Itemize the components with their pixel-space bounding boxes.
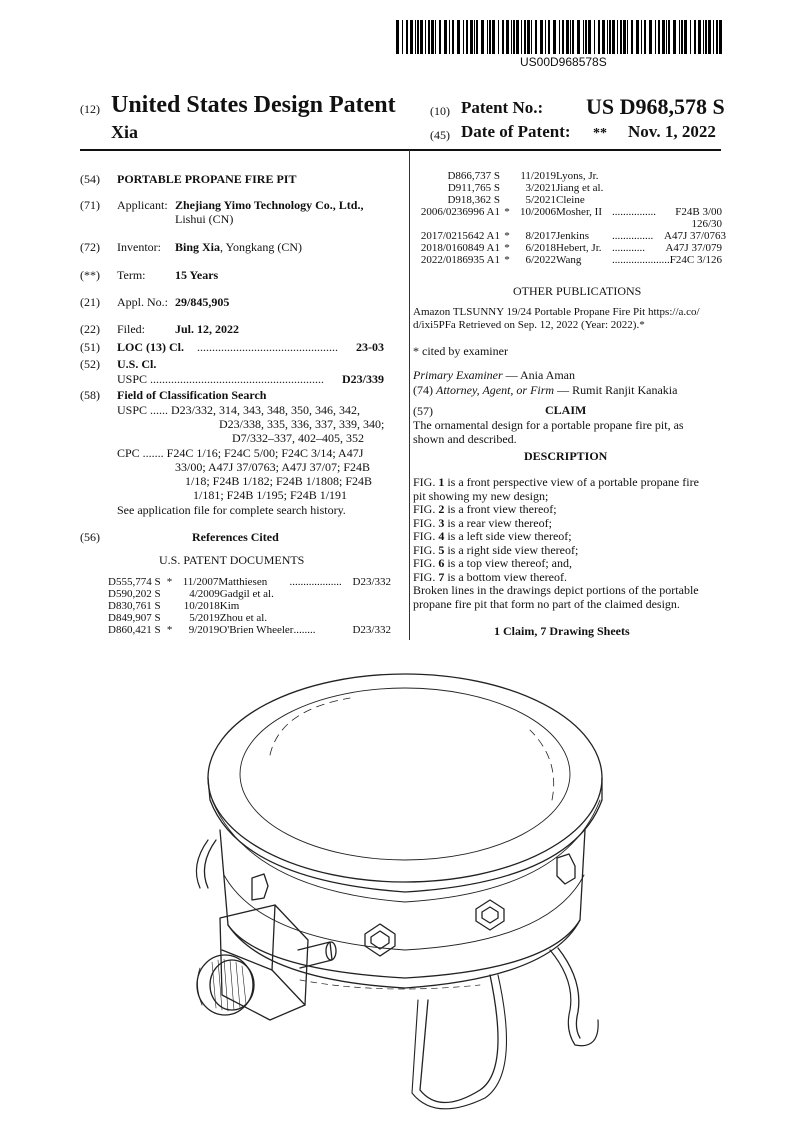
- reference-class: [338, 588, 391, 600]
- reference-dots: ...................: [289, 576, 342, 588]
- barcode-bar: [566, 20, 569, 54]
- us-patent-documents-label: U.S. PATENT DOCUMENTS: [159, 553, 305, 567]
- barcode-bar: [598, 20, 600, 54]
- reference-date: 6/2022: [525, 254, 556, 266]
- barcode-bar: [577, 20, 580, 54]
- barcode-bar: [498, 20, 499, 54]
- reference-number: D866,737 S: [447, 170, 500, 182]
- barcode-bar: [417, 20, 419, 54]
- barcode-bar: [415, 20, 416, 54]
- reference-class: [664, 170, 722, 182]
- figure-description: [413, 571, 723, 585]
- figure-description: [413, 530, 723, 544]
- reference-date: 8/2017: [525, 230, 556, 242]
- reference-number: 2006/0236996 A1: [420, 206, 500, 218]
- fig-number: 7: [438, 569, 445, 584]
- barcode-bar: [602, 20, 605, 54]
- reference-dots: [612, 218, 664, 230]
- reference-date: [514, 218, 556, 230]
- barcode-bar: [548, 20, 550, 54]
- reference-star: *: [166, 624, 173, 636]
- barcode-bar: [540, 20, 543, 54]
- barcode-bar: [668, 20, 670, 54]
- column-divider: [409, 150, 410, 640]
- barcode-bar: [708, 20, 711, 54]
- reference-number: 2017/0215642 A1: [420, 230, 500, 242]
- applicant-name: Zhejiang Yimo Technology Co., Ltd.,: [175, 198, 364, 212]
- reference-name: [556, 218, 612, 230]
- reference-name: Mosher, II: [556, 206, 602, 218]
- reference-dots: ................: [612, 206, 656, 218]
- applicant-label: Applicant:: [117, 198, 168, 212]
- fcs-line: USPC ...... D23/332, 314, 343, 348, 350, 346, 342,: [117, 403, 361, 417]
- other-publications-label: OTHER PUBLICATIONS: [513, 284, 642, 298]
- reference-star: *: [504, 230, 510, 242]
- figure-description: [413, 503, 723, 517]
- barcode-bar: [506, 20, 509, 54]
- barcode-bar: [535, 20, 537, 54]
- barcode-bar: [402, 20, 403, 54]
- loc-dots: ...............................................: [197, 340, 338, 354]
- patent-no-label: Patent No.:: [461, 98, 544, 117]
- barcode-bar: [636, 20, 639, 54]
- barcode-bar: [703, 20, 704, 54]
- fig-prefix: Broken lines in the drawings depict portions of the portable: [413, 583, 699, 597]
- uspc-dots: ..........................................................: [150, 372, 324, 386]
- figure-description: [413, 598, 723, 612]
- barcode-bar: [705, 20, 707, 54]
- code-71: (71): [80, 198, 100, 212]
- attorney-name: — Rumit Ranjit Kanakia: [554, 383, 678, 397]
- other-pub-line: d/ixi5PFa Retrieved on Sep. 12, 2022 (Year: 2022).*: [413, 319, 645, 331]
- appl-no-value: 29/845,905: [175, 295, 230, 309]
- reference-dots: [293, 600, 339, 612]
- barcode-bar: [439, 20, 441, 54]
- barcode-bar: [694, 20, 696, 54]
- fig-prefix: FIG.: [413, 502, 439, 516]
- barcode-bar: [466, 20, 468, 54]
- barcode-bar: [585, 20, 587, 54]
- barcode-bar: [476, 20, 478, 54]
- reference-number: D911,765 S: [447, 182, 500, 194]
- fig-text: is a right side view thereof;: [444, 542, 579, 557]
- reference-star: [500, 194, 514, 206]
- fcs-line: D7/332–337, 402–405, 352: [232, 431, 364, 445]
- fig-number: 5: [438, 542, 445, 557]
- barcode-bar: [492, 20, 495, 54]
- fcs-line: See application file for complete search history.: [117, 503, 346, 517]
- reference-star: [500, 182, 514, 194]
- fig-number: 1: [438, 475, 445, 489]
- fcs-line: CPC ....... F24C 1/16; F24C 5/00; F24C 3/14; A47J: [117, 446, 364, 460]
- reference-star: *: [504, 206, 510, 218]
- reference-star: [500, 170, 514, 182]
- barcode-bar: [658, 20, 660, 54]
- reference-name: Cleine: [556, 194, 585, 206]
- reference-date: 11/2007: [182, 576, 219, 588]
- right-references: [420, 170, 727, 266]
- code-12: (12): [80, 102, 100, 116]
- reference-row: [420, 206, 722, 218]
- barcode-bar: [545, 20, 546, 54]
- code-72: (72): [80, 240, 100, 254]
- barcode-bar: [609, 20, 611, 54]
- patent-number: US D968,578 S: [586, 94, 725, 119]
- figure-description: [413, 544, 723, 558]
- reference-number: 2022/0186935 A1: [420, 254, 500, 266]
- other-pub-line: Amazon TLSUNNY 19/24 Portable Propane Fire Pit https://a.co/: [413, 306, 700, 318]
- reference-date: 10/2006: [519, 206, 556, 218]
- figure-description: [413, 584, 723, 598]
- reference-name: Jenkins: [556, 230, 589, 242]
- fig-prefix: FIG.: [413, 515, 439, 530]
- barcode-bar: [662, 20, 665, 54]
- fig-prefix: pit showing my new design;: [413, 488, 549, 503]
- reference-star: [161, 612, 179, 624]
- reference-name: Gadgil et al.: [219, 588, 274, 600]
- primary-examiner: [413, 368, 575, 382]
- reference-row: [420, 194, 722, 206]
- barcode-bar: [435, 20, 436, 54]
- barcode: [396, 20, 723, 54]
- inventor-short: Xia: [111, 122, 138, 142]
- barcode-bar: [641, 20, 642, 54]
- uspc-label: USPC: [117, 372, 148, 386]
- reference-dots: [293, 588, 339, 600]
- fig-text: is a left side view thereof;: [444, 529, 572, 543]
- reference-number: D590,202 S: [108, 588, 161, 600]
- fig-prefix: FIG.: [413, 529, 439, 543]
- barcode-bar: [452, 20, 454, 54]
- loc-value: 23-03: [356, 340, 384, 354]
- fig-prefix: propane fire pit that form no part of the claimed design.: [413, 596, 680, 611]
- barcode-bar: [527, 20, 530, 54]
- reference-dots: [612, 182, 664, 194]
- reference-date: 5/2021: [525, 194, 556, 206]
- code-10: (10): [430, 104, 450, 118]
- code-22: (22): [80, 322, 100, 336]
- figure-description: [413, 476, 723, 490]
- barcode-bar: [562, 20, 564, 54]
- fire-pit-drawing: [180, 650, 630, 1120]
- barcode-bar: [716, 20, 718, 54]
- reference-dots: [612, 170, 664, 182]
- term-value: 15 Years: [175, 268, 219, 282]
- barcode-bar: [410, 20, 413, 54]
- reference-row: [108, 576, 391, 588]
- reference-row: [108, 588, 391, 600]
- barcode-bar: [524, 20, 526, 54]
- inventor-name: Bing Xia: [175, 240, 221, 254]
- barcode-bar: [719, 20, 722, 54]
- barcode-bar: [627, 20, 628, 54]
- inventor-location: , Yongkang (CN): [220, 240, 303, 254]
- other-publication: [413, 306, 700, 332]
- fcs-line: 1/18; F24B 1/182; F24B 1/1808; F24B: [185, 474, 373, 488]
- reference-row: [420, 254, 722, 266]
- barcode-bar: [516, 20, 519, 54]
- barcode-bar: [406, 20, 408, 54]
- barcode-bar: [481, 20, 484, 54]
- reference-number: D849,907 S: [108, 612, 161, 624]
- reference-name: Kim: [219, 600, 240, 612]
- fig-number: 4: [438, 529, 445, 543]
- reference-star: *: [504, 254, 510, 266]
- barcode-bar: [617, 20, 618, 54]
- reference-number: D860,421 S: [108, 624, 161, 636]
- barcode-bar: [644, 20, 646, 54]
- description-heading: DESCRIPTION: [524, 449, 608, 463]
- fig-text: is a top view thereof; and,: [444, 556, 572, 570]
- barcode-bar: [698, 20, 701, 54]
- fig-text: is a front perspective view of a portable propane fire: [444, 475, 699, 489]
- barcode-bar: [631, 20, 633, 54]
- barcode-bar: [713, 20, 714, 54]
- barcode-bar: [673, 20, 676, 54]
- barcode-number: US00D968578S: [520, 55, 607, 69]
- field-search-label: Field of Classification Search: [117, 388, 267, 402]
- reference-row: [108, 612, 391, 624]
- reference-date: 6/2018: [525, 242, 556, 254]
- reference-class: D23/332: [352, 576, 391, 588]
- reference-row: [108, 624, 391, 636]
- reference-row: [420, 182, 722, 194]
- barcode-bar: [457, 20, 460, 54]
- reference-class: 126/30: [691, 218, 722, 230]
- reference-name: Lyons, Jr.: [556, 170, 599, 182]
- inventor-label: Inventor:: [117, 240, 161, 254]
- reference-dots: ............: [612, 242, 645, 254]
- reference-row: [420, 242, 722, 254]
- barcode-bar: [425, 20, 426, 54]
- barcode-bar: [666, 20, 667, 54]
- fcs-line: 1/181; F24B 1/195; F24B 1/191: [193, 488, 348, 502]
- code-74: (74): [413, 383, 433, 397]
- reference-name: Matthiesen: [218, 576, 268, 588]
- appl-no-label: Appl. No.:: [117, 295, 168, 309]
- code-52: (52): [80, 357, 100, 371]
- reference-dots: [612, 194, 664, 206]
- reference-row: [108, 600, 391, 612]
- examiner-name: — Ania Aman: [502, 368, 575, 382]
- claim-text: The ornamental design for a portable propane fire pit, as: [413, 418, 684, 432]
- attorney: [413, 383, 677, 397]
- barcode-bar: [612, 20, 615, 54]
- claim-text: shown and described.: [413, 432, 517, 446]
- reference-name: Jiang et al.: [556, 182, 604, 194]
- barcode-bar: [583, 20, 584, 54]
- reference-number: 2018/0160849 A1: [420, 242, 500, 254]
- attorney-label: Attorney, Agent, or Firm: [436, 383, 555, 397]
- reference-name: Wang: [556, 254, 582, 266]
- reference-star: [161, 600, 179, 612]
- code-term: (**): [80, 268, 100, 282]
- left-references: [108, 576, 391, 636]
- fig-text: is a bottom view thereof.: [444, 569, 567, 584]
- header-rule: [80, 149, 721, 151]
- barcode-bar: [607, 20, 608, 54]
- code-58: (58): [80, 388, 100, 402]
- fcs-line: 33/00; A47J 37/0763; A47J 37/07; F24B: [175, 460, 371, 474]
- fig-prefix: FIG.: [413, 475, 439, 489]
- reference-star: *: [166, 576, 173, 588]
- code-51: (51): [80, 340, 100, 354]
- document-type: United States Design Patent: [111, 92, 396, 118]
- barcode-bar: [649, 20, 652, 54]
- date-of-patent: Nov. 1, 2022: [628, 122, 716, 141]
- reference-row: [420, 170, 722, 182]
- barcode-bar: [559, 20, 560, 54]
- claims-sheets: 1 Claim, 7 Drawing Sheets: [494, 624, 630, 638]
- reference-class: A47J 37/079: [665, 242, 722, 254]
- barcode-bar: [428, 20, 430, 54]
- fig-number: 2: [438, 502, 445, 516]
- reference-name: Hebert, Jr.: [556, 242, 602, 254]
- reference-date: 4/2009: [189, 588, 220, 600]
- reference-number: [420, 218, 500, 230]
- code-45: (45): [430, 128, 450, 142]
- barcode-bar: [620, 20, 622, 54]
- barcode-bar: [684, 20, 687, 54]
- fcs-line: D23/338, 335, 336, 337, 339, 340;: [219, 417, 385, 431]
- barcode-bar: [690, 20, 691, 54]
- references-cited-label: References Cited: [192, 530, 279, 544]
- reference-class: F24C 3/126: [669, 254, 722, 266]
- barcode-bar: [420, 20, 423, 54]
- reference-name: Zhou et al.: [219, 612, 268, 624]
- filed-label: Filed:: [117, 322, 146, 336]
- barcode-bar: [431, 20, 434, 54]
- code-57: (57): [413, 404, 433, 418]
- fig-text: is a front view thereof;: [444, 502, 557, 516]
- date-label: Date of Patent:: [461, 122, 571, 141]
- figure-descriptions: [413, 476, 723, 611]
- reference-class: D23/332: [352, 624, 391, 636]
- reference-row: [420, 230, 727, 242]
- fig-prefix: FIG.: [413, 556, 439, 570]
- reference-dots: ........: [293, 624, 316, 636]
- barcode-bar: [594, 20, 595, 54]
- reference-class: A47J 37/0763: [664, 230, 727, 242]
- patent-title: PORTABLE PROPANE FIRE PIT: [117, 172, 297, 186]
- figure-description: [413, 517, 723, 531]
- barcode-bar: [531, 20, 532, 54]
- figure-description: [413, 557, 723, 571]
- uspc-value: D23/339: [342, 372, 384, 386]
- filed-value: Jul. 12, 2022: [175, 322, 240, 336]
- reference-name: O'Brien Wheeler: [219, 624, 294, 636]
- code-21: (21): [80, 295, 100, 309]
- barcode-bar: [513, 20, 515, 54]
- reference-class: [338, 612, 391, 624]
- code-54: (54): [80, 172, 100, 186]
- barcode-bar: [444, 20, 447, 54]
- reference-class: [664, 194, 722, 206]
- fig-number: 3: [438, 515, 445, 530]
- term-label: Term:: [117, 268, 146, 282]
- barcode-bar: [553, 20, 556, 54]
- reference-class: [664, 182, 722, 194]
- reference-star: [500, 218, 514, 230]
- reference-date: 10/2018: [183, 600, 220, 612]
- barcode-bar: [588, 20, 591, 54]
- figure-description: [413, 490, 723, 504]
- reference-date: 11/2019: [520, 170, 556, 182]
- applicant-location: Lishui (CN): [175, 212, 234, 226]
- barcode-bar: [463, 20, 464, 54]
- reference-class: [338, 600, 391, 612]
- reference-date: 5/2019: [189, 612, 220, 624]
- fig-number: 6: [438, 556, 445, 570]
- fig-prefix: FIG.: [413, 569, 439, 584]
- fig-text: is a rear view thereof;: [444, 515, 552, 530]
- barcode-bar: [572, 20, 574, 54]
- cited-by-examiner: * cited by examiner: [413, 344, 508, 358]
- us-cl-label: U.S. Cl.: [117, 357, 157, 371]
- barcode-bar: [470, 20, 473, 54]
- loc-label: LOC (13) Cl.: [117, 340, 184, 354]
- barcode-bar: [570, 20, 571, 54]
- examiner-label: Primary Examiner: [413, 368, 503, 382]
- reference-star: [161, 588, 179, 600]
- barcode-bar: [655, 20, 656, 54]
- barcode-bar: [681, 20, 683, 54]
- barcode-bar: [396, 20, 399, 54]
- reference-date: 3/2021: [525, 182, 556, 194]
- barcode-bar: [474, 20, 475, 54]
- barcode-bar: [489, 20, 491, 54]
- barcode-bar: [449, 20, 450, 54]
- reference-dots: ...............: [612, 230, 654, 242]
- reference-star: *: [504, 242, 510, 254]
- reference-dots: ......................: [612, 254, 673, 266]
- barcode-bar: [487, 20, 488, 54]
- reference-date: 9/2019: [188, 624, 220, 636]
- reference-class: F24B 3/00: [675, 206, 722, 218]
- inventor-value: [175, 240, 302, 254]
- barcode-bar: [502, 20, 504, 54]
- barcode-bar: [521, 20, 522, 54]
- reference-number: D918,362 S: [447, 194, 500, 206]
- claim-heading: CLAIM: [545, 403, 587, 417]
- barcode-bar: [679, 20, 680, 54]
- reference-row: [420, 218, 722, 230]
- fig-prefix: FIG.: [413, 542, 439, 557]
- reference-dots: [293, 612, 339, 624]
- barcode-bar: [623, 20, 626, 54]
- reference-number: D830,761 S: [108, 600, 161, 612]
- reference-number: D555,774 S: [108, 576, 161, 588]
- date-stars: **: [593, 126, 607, 141]
- code-56: (56): [80, 530, 100, 544]
- barcode-bar: [511, 20, 512, 54]
